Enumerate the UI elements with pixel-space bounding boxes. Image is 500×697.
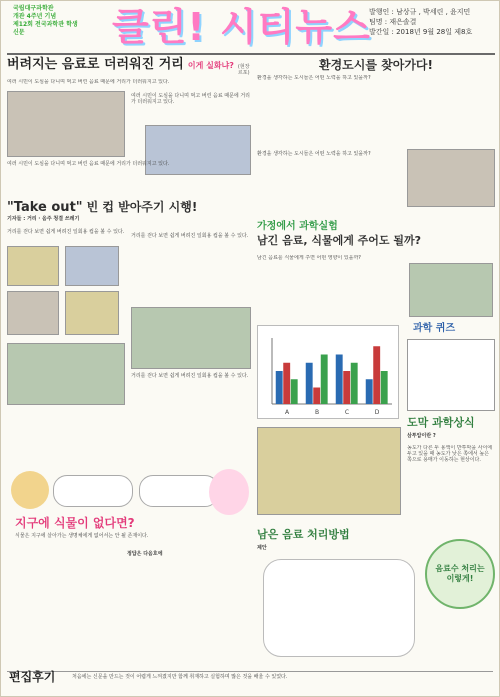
jigoo-story xyxy=(7,465,252,561)
takeout-photo-5 xyxy=(131,307,251,369)
method-diagram xyxy=(263,559,415,657)
sangsik-text: 농도가 다른 두 용액이 반투막을 사이에 두고 있을 때 농도가 낮은 쪽에서 높은 쪽으로 용매가 이동하는 현상이다. xyxy=(407,445,493,464)
takeout-sub2: 기자들 : 거리 · 음주 청결 쓰레기 xyxy=(7,216,80,222)
env-photo xyxy=(407,149,495,207)
meta-line-3: 발간일 : 2018년 9월 28일 제8호 xyxy=(369,28,473,36)
takeout-story xyxy=(7,201,252,461)
editors-note xyxy=(7,671,493,692)
science-heading: 가정에서 과학실험 xyxy=(257,221,338,232)
org-line-1: 국립대구과학관 xyxy=(13,5,54,12)
org-line-2: 개관 4주년 기념 xyxy=(13,13,57,20)
env-story xyxy=(257,59,495,219)
lead-text-bottom: 여러 시민이 도심을 다니며 먹고 버린 음료 때문에 거리가 더러워지고 있다. xyxy=(7,161,170,167)
takeout-text-bottom: 거리를 걷다 보면 쉽게 버려진 일회용 컵을 볼 수 있다. xyxy=(131,373,249,379)
bar xyxy=(366,379,373,404)
takeout-photo-4 xyxy=(65,291,119,335)
method-story xyxy=(257,529,495,669)
science-text: 남긴 음료를 식물에게 주면 어떤 영향이 있을까? xyxy=(257,255,361,261)
x-tick-label: D xyxy=(374,409,380,416)
science-photo-1 xyxy=(409,263,493,317)
x-tick-label: B xyxy=(314,409,320,416)
bar xyxy=(321,355,328,405)
lead-photo-1 xyxy=(7,91,125,157)
newspaper-title: 클린! 시티뉴스 xyxy=(112,5,371,49)
bar xyxy=(276,371,283,404)
method-badge xyxy=(425,539,495,609)
science-photo-2 xyxy=(257,427,401,515)
env-text-bottom: 환경을 생각하는 도시들은 어떤 노력을 하고 있을까? xyxy=(257,151,371,157)
env-text: 환경을 생각하는 도시들은 어떤 노력을 하고 있을까? xyxy=(257,75,371,81)
jigoo-text: 식물은 지구에 살아가는 생명체에게 없어서는 안 될 존재이다. xyxy=(15,533,149,539)
takeout-photo-1 xyxy=(7,246,59,286)
lead-text: 여러 시민이 도심을 다니며 먹고 버린 음료 때문에 거리가 더러워지고 있다. xyxy=(7,79,170,85)
quiz-box xyxy=(407,339,495,411)
x-tick-label: C xyxy=(344,409,350,416)
lead-kicker: (현장르포) xyxy=(237,64,250,76)
quiz-next-issue: 정답은 다음호에 xyxy=(127,551,163,557)
bar-chart xyxy=(257,325,399,419)
bar xyxy=(306,363,313,404)
masthead xyxy=(7,5,495,51)
takeout-title: "Take out" xyxy=(7,200,83,215)
bar xyxy=(283,363,290,404)
takeout-photo-2 xyxy=(65,246,119,286)
science-title: 남긴 음료, 식물에게 주어도 될까? xyxy=(257,234,422,247)
jigoo-title: 지구에 식물이 없다면? xyxy=(15,516,135,530)
bar xyxy=(351,363,358,404)
lead-text-cont: 여러 시민이 도심을 다니며 먹고 버린 음료 때문에 거리가 더러워지고 있다. xyxy=(131,93,250,106)
org-line-3: 제12회 전국과학관 학생신문 xyxy=(13,21,78,36)
sangsik-sub: 삼투압이란 ? xyxy=(407,433,436,439)
editors-note-text: 처음에는 신문을 만드는 것이 어렵게 느껴졌지만 함께 취재하고 실험하며 많은 것을 배울 수 있었다. xyxy=(72,674,288,680)
env-title: 환경도시를 찾아가다! xyxy=(319,58,433,72)
meta-line-2: 팀명 : 재은솔결 xyxy=(369,18,417,26)
bar xyxy=(336,355,343,405)
bar xyxy=(291,379,298,404)
bar xyxy=(313,388,320,405)
speech-bubble-2 xyxy=(139,475,219,507)
speech-bubble-1 xyxy=(53,475,133,507)
cartoon-character-2 xyxy=(209,469,249,515)
method-title: 남은 음료 처리방법 xyxy=(257,528,350,541)
takeout-photo-3 xyxy=(7,291,59,335)
sangsik-title: 도막 과학상식 xyxy=(407,416,475,429)
method-tag: 제안 xyxy=(257,545,267,551)
takeout-text-right: 거리를 걷다 보면 쉽게 버려진 일회용 컵을 볼 수 있다. xyxy=(131,233,249,239)
lead-title: 버려지는 음료로 더러워진 거리 xyxy=(7,57,184,72)
left-column xyxy=(7,59,252,670)
quiz-box-title: 과학 퀴즈 xyxy=(413,323,456,334)
method-badge-text: 음료수 처리는 이렇게! xyxy=(435,564,485,583)
masthead-org xyxy=(13,5,83,37)
bar xyxy=(343,371,350,404)
bar xyxy=(373,346,380,404)
cartoon-character-1 xyxy=(11,471,49,509)
takeout-text: 거리를 걷다 보면 쉽게 버려진 일회용 컵을 볼 수 있다. xyxy=(7,229,125,235)
bar xyxy=(381,371,388,404)
masthead-meta xyxy=(369,7,489,37)
meta-line-1: 발행인 : 남상규 , 박세린 , 윤지민 xyxy=(369,8,471,16)
right-column xyxy=(257,59,495,670)
lead-tag: 이게 실화냐? xyxy=(187,61,234,70)
takeout-photo-6 xyxy=(7,343,125,405)
takeout-subtitle: 빈 컵 받아주기 시행! xyxy=(86,200,198,214)
bar-chart-svg xyxy=(258,326,398,418)
x-tick-label: A xyxy=(284,409,290,416)
editors-note-title: 편집후기 xyxy=(9,670,56,684)
science-story xyxy=(257,221,495,521)
masthead-divider xyxy=(7,53,495,55)
lead-story xyxy=(7,59,252,197)
